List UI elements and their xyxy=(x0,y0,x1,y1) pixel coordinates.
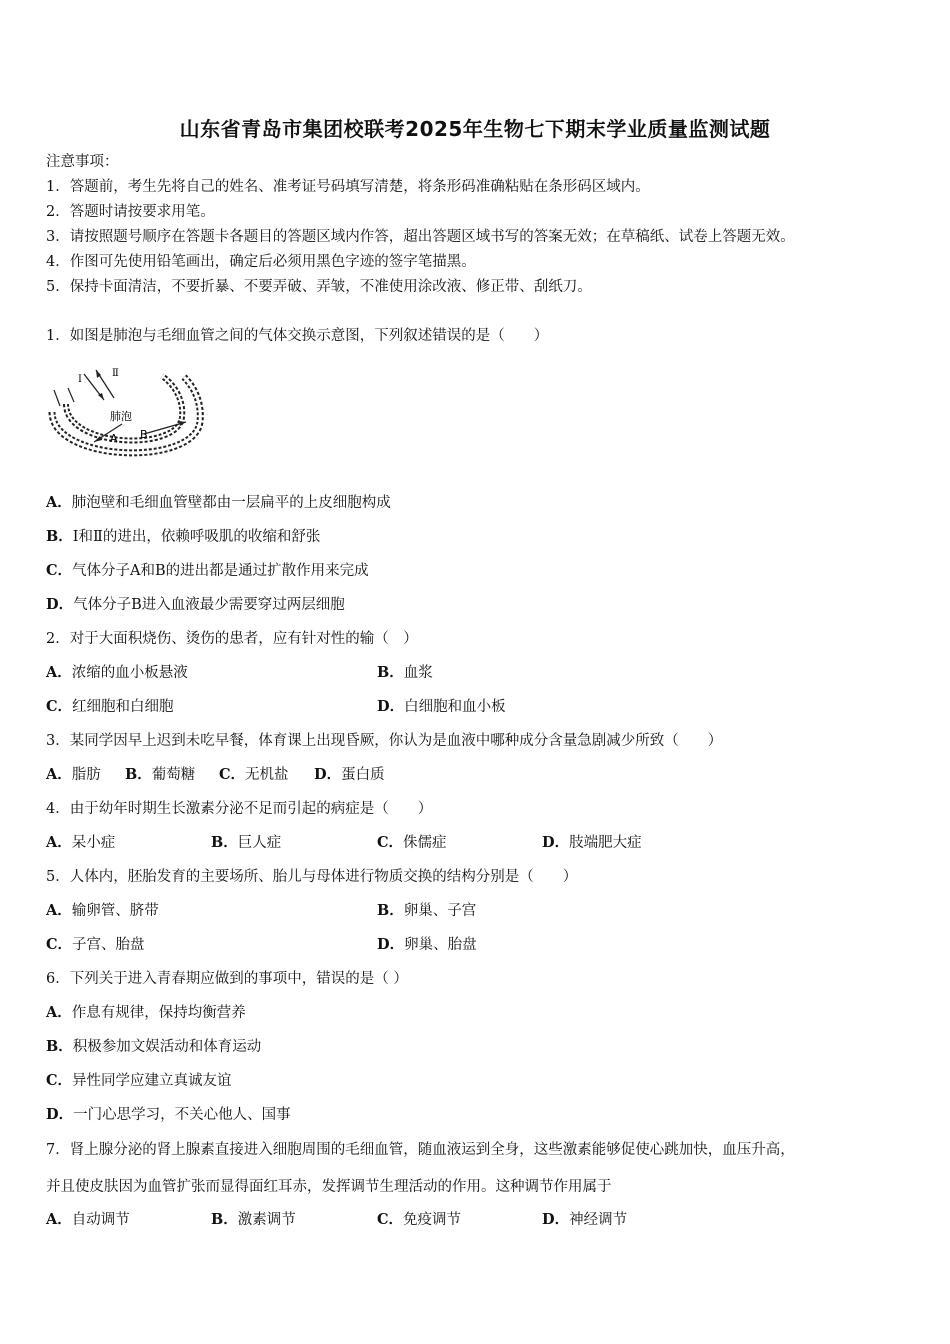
alveolus-wall xyxy=(66,376,182,440)
page-title: 山东省青岛市集团校联考2025年生物七下期末学业质量监测试题 xyxy=(179,117,771,141)
option-letter: C． xyxy=(219,766,246,783)
option-letter: B． xyxy=(46,528,73,545)
option-text: Ⅰ和Ⅱ的进出，依赖呼吸肌的收缩和舒张 xyxy=(72,529,321,545)
option-text: 作息有规律，保持均衡营养 xyxy=(71,1005,246,1021)
question-stem: 3．某同学因早上迟到未吃早餐，体育课上出现昏厥，你认为是血液中哪种成分含量急剧减少所致（ ） xyxy=(46,733,723,749)
option-letter: A． xyxy=(46,902,72,919)
option xyxy=(377,697,506,717)
option-letter: D． xyxy=(314,766,342,783)
option-letter: C． xyxy=(46,1072,73,1089)
option-text: 一门心思学习，不关心他人、国事 xyxy=(73,1107,291,1123)
option-text: 葡萄糖 xyxy=(151,767,196,783)
option-text: 自动调节 xyxy=(71,1212,130,1228)
label-II: Ⅱ xyxy=(112,368,119,379)
option-text: 气体分子A和B的进出都是通过扩散作用来完成 xyxy=(72,563,369,579)
option-letter: B． xyxy=(46,1038,73,1055)
notice-item: 1．答题前，考生先将自己的姓名、准考证号码填写清楚，将条形码准确粘贴在条形码区域内。 xyxy=(46,179,650,195)
option xyxy=(46,697,174,717)
option xyxy=(377,901,476,921)
label-A: A xyxy=(110,432,118,445)
question-stem: 4．由于幼年时期生长激素分泌不足而引起的病症是（ ） xyxy=(46,801,433,817)
notice-item: 2．答题时请按要求用笔。 xyxy=(46,204,215,220)
option-text: 肢端肥大症 xyxy=(569,835,642,851)
option-text: 气体分子B进入血液最少需要穿过两层细胞 xyxy=(73,597,345,613)
option-letter: C． xyxy=(46,562,73,579)
option-letter: D． xyxy=(377,936,405,953)
option-text: 卵巢、胎盘 xyxy=(404,937,477,953)
option xyxy=(46,561,369,581)
option-letter: D． xyxy=(542,834,570,851)
option xyxy=(377,1210,461,1230)
option-text: 免疫调节 xyxy=(403,1212,462,1228)
option-text: 积极参加文娱活动和体育运动 xyxy=(72,1039,262,1055)
option-text: 无机盐 xyxy=(245,767,289,783)
question-stem-continued: 并且使皮肤因为血管扩张而显得面红耳赤，发挥调节生理活动的作用。这种调节作用属于 xyxy=(46,1179,612,1195)
option xyxy=(46,1037,261,1057)
option xyxy=(46,1003,246,1023)
option-text: 卵巢、子宫 xyxy=(403,903,477,919)
option xyxy=(46,493,391,513)
option-text: 激素调节 xyxy=(237,1212,296,1228)
option-text: 侏儒症 xyxy=(403,835,447,851)
question-stem: 5．人体内，胚胎发育的主要场所、胎儿与母体进行物质交换的结构分别是（ ） xyxy=(46,869,578,885)
option-letter: A． xyxy=(46,1004,72,1021)
option-letter: B． xyxy=(211,1211,238,1228)
option-letter: C． xyxy=(46,698,73,715)
question-stem: 6．下列关于进入青春期应做到的事项中，错误的是（ ） xyxy=(46,971,408,987)
option-text: 红细胞和白细胞 xyxy=(72,699,174,715)
option-letter: A． xyxy=(46,1211,72,1228)
option-text: 子宫、胎盘 xyxy=(72,937,145,953)
option-letter: A． xyxy=(46,494,72,511)
option-letter: B． xyxy=(377,902,404,919)
notice-heading: 注意事项： xyxy=(46,154,119,170)
notice-item: 3．请按照题号顺序在答题卡各题目的答题区域内作答，超出答题区域书写的答案无效；在草稿纸、试卷上答题无效。 xyxy=(46,229,795,245)
option-letter: C． xyxy=(46,936,73,953)
question-stem: 1．如图是肺泡与毛细血管之间的气体交换示意图，下列叙述错误的是（ ） xyxy=(46,328,549,344)
option xyxy=(542,1210,627,1230)
option-text: 呆小症 xyxy=(71,835,116,851)
option-letter: A． xyxy=(46,664,72,681)
option-letter: D． xyxy=(542,1211,570,1228)
label-alveolus: 肺泡 xyxy=(110,410,132,423)
option xyxy=(46,527,320,547)
option-letter: A． xyxy=(46,834,72,851)
option xyxy=(377,663,433,683)
option xyxy=(211,833,281,853)
option xyxy=(377,833,447,853)
option-text: 肺泡壁和毛细血管壁都由一层扁平的上皮细胞构成 xyxy=(71,495,391,511)
option xyxy=(314,765,385,785)
option xyxy=(46,901,159,921)
option xyxy=(46,1210,130,1230)
option-letter: B． xyxy=(125,766,152,783)
option xyxy=(211,1210,296,1230)
option-letter: C． xyxy=(377,1211,404,1228)
option xyxy=(46,935,145,955)
option-text: 血浆 xyxy=(403,665,433,681)
option-letter: D． xyxy=(46,1106,74,1123)
option xyxy=(377,935,477,955)
label-B: B xyxy=(140,428,148,441)
option xyxy=(46,833,115,853)
option-letter: B． xyxy=(211,834,238,851)
label-I: Ⅰ xyxy=(78,374,82,385)
option xyxy=(46,663,188,683)
option xyxy=(219,765,289,785)
option-letter: C． xyxy=(377,834,404,851)
notice-item: 5．保持卡面清洁，不要折暴、不要弄破、弄皱，不准使用涂改液、修正带、刮纸刀。 xyxy=(46,279,592,295)
option-letter: D． xyxy=(377,698,405,715)
notice-item: 4．作图可先使用铅笔画出，确定后必须用黑色字迹的签字笔描黑。 xyxy=(46,254,476,270)
option-letter: B． xyxy=(377,664,404,681)
option-text: 浓缩的血小板悬液 xyxy=(71,665,188,681)
option xyxy=(542,833,642,853)
option-text: 输卵管、脐带 xyxy=(71,903,159,919)
option-text: 异性同学应建立真诚友谊 xyxy=(72,1073,232,1089)
alveolus-diagram xyxy=(44,362,204,470)
option xyxy=(46,1105,291,1125)
option xyxy=(46,595,345,615)
option-text: 巨人症 xyxy=(237,835,282,851)
question-stem: 2．对于大面积烧伤、烫伤的患者，应有针对性的输（ ） xyxy=(46,631,418,647)
question-stem: 7．肾上腺分泌的肾上腺素直接进入细胞周围的毛细血管，随血液运到全身，这些激素能够促使心跳加快，血压升高， xyxy=(46,1142,795,1158)
option-text: 白细胞和血小板 xyxy=(404,699,506,715)
option-text: 脂肪 xyxy=(71,767,101,783)
option-letter: A． xyxy=(46,766,72,783)
option xyxy=(46,1071,232,1091)
option-text: 蛋白质 xyxy=(341,767,385,783)
option xyxy=(46,765,101,785)
option-letter: D． xyxy=(46,596,74,613)
option xyxy=(125,765,195,785)
option-text: 神经调节 xyxy=(569,1212,628,1228)
